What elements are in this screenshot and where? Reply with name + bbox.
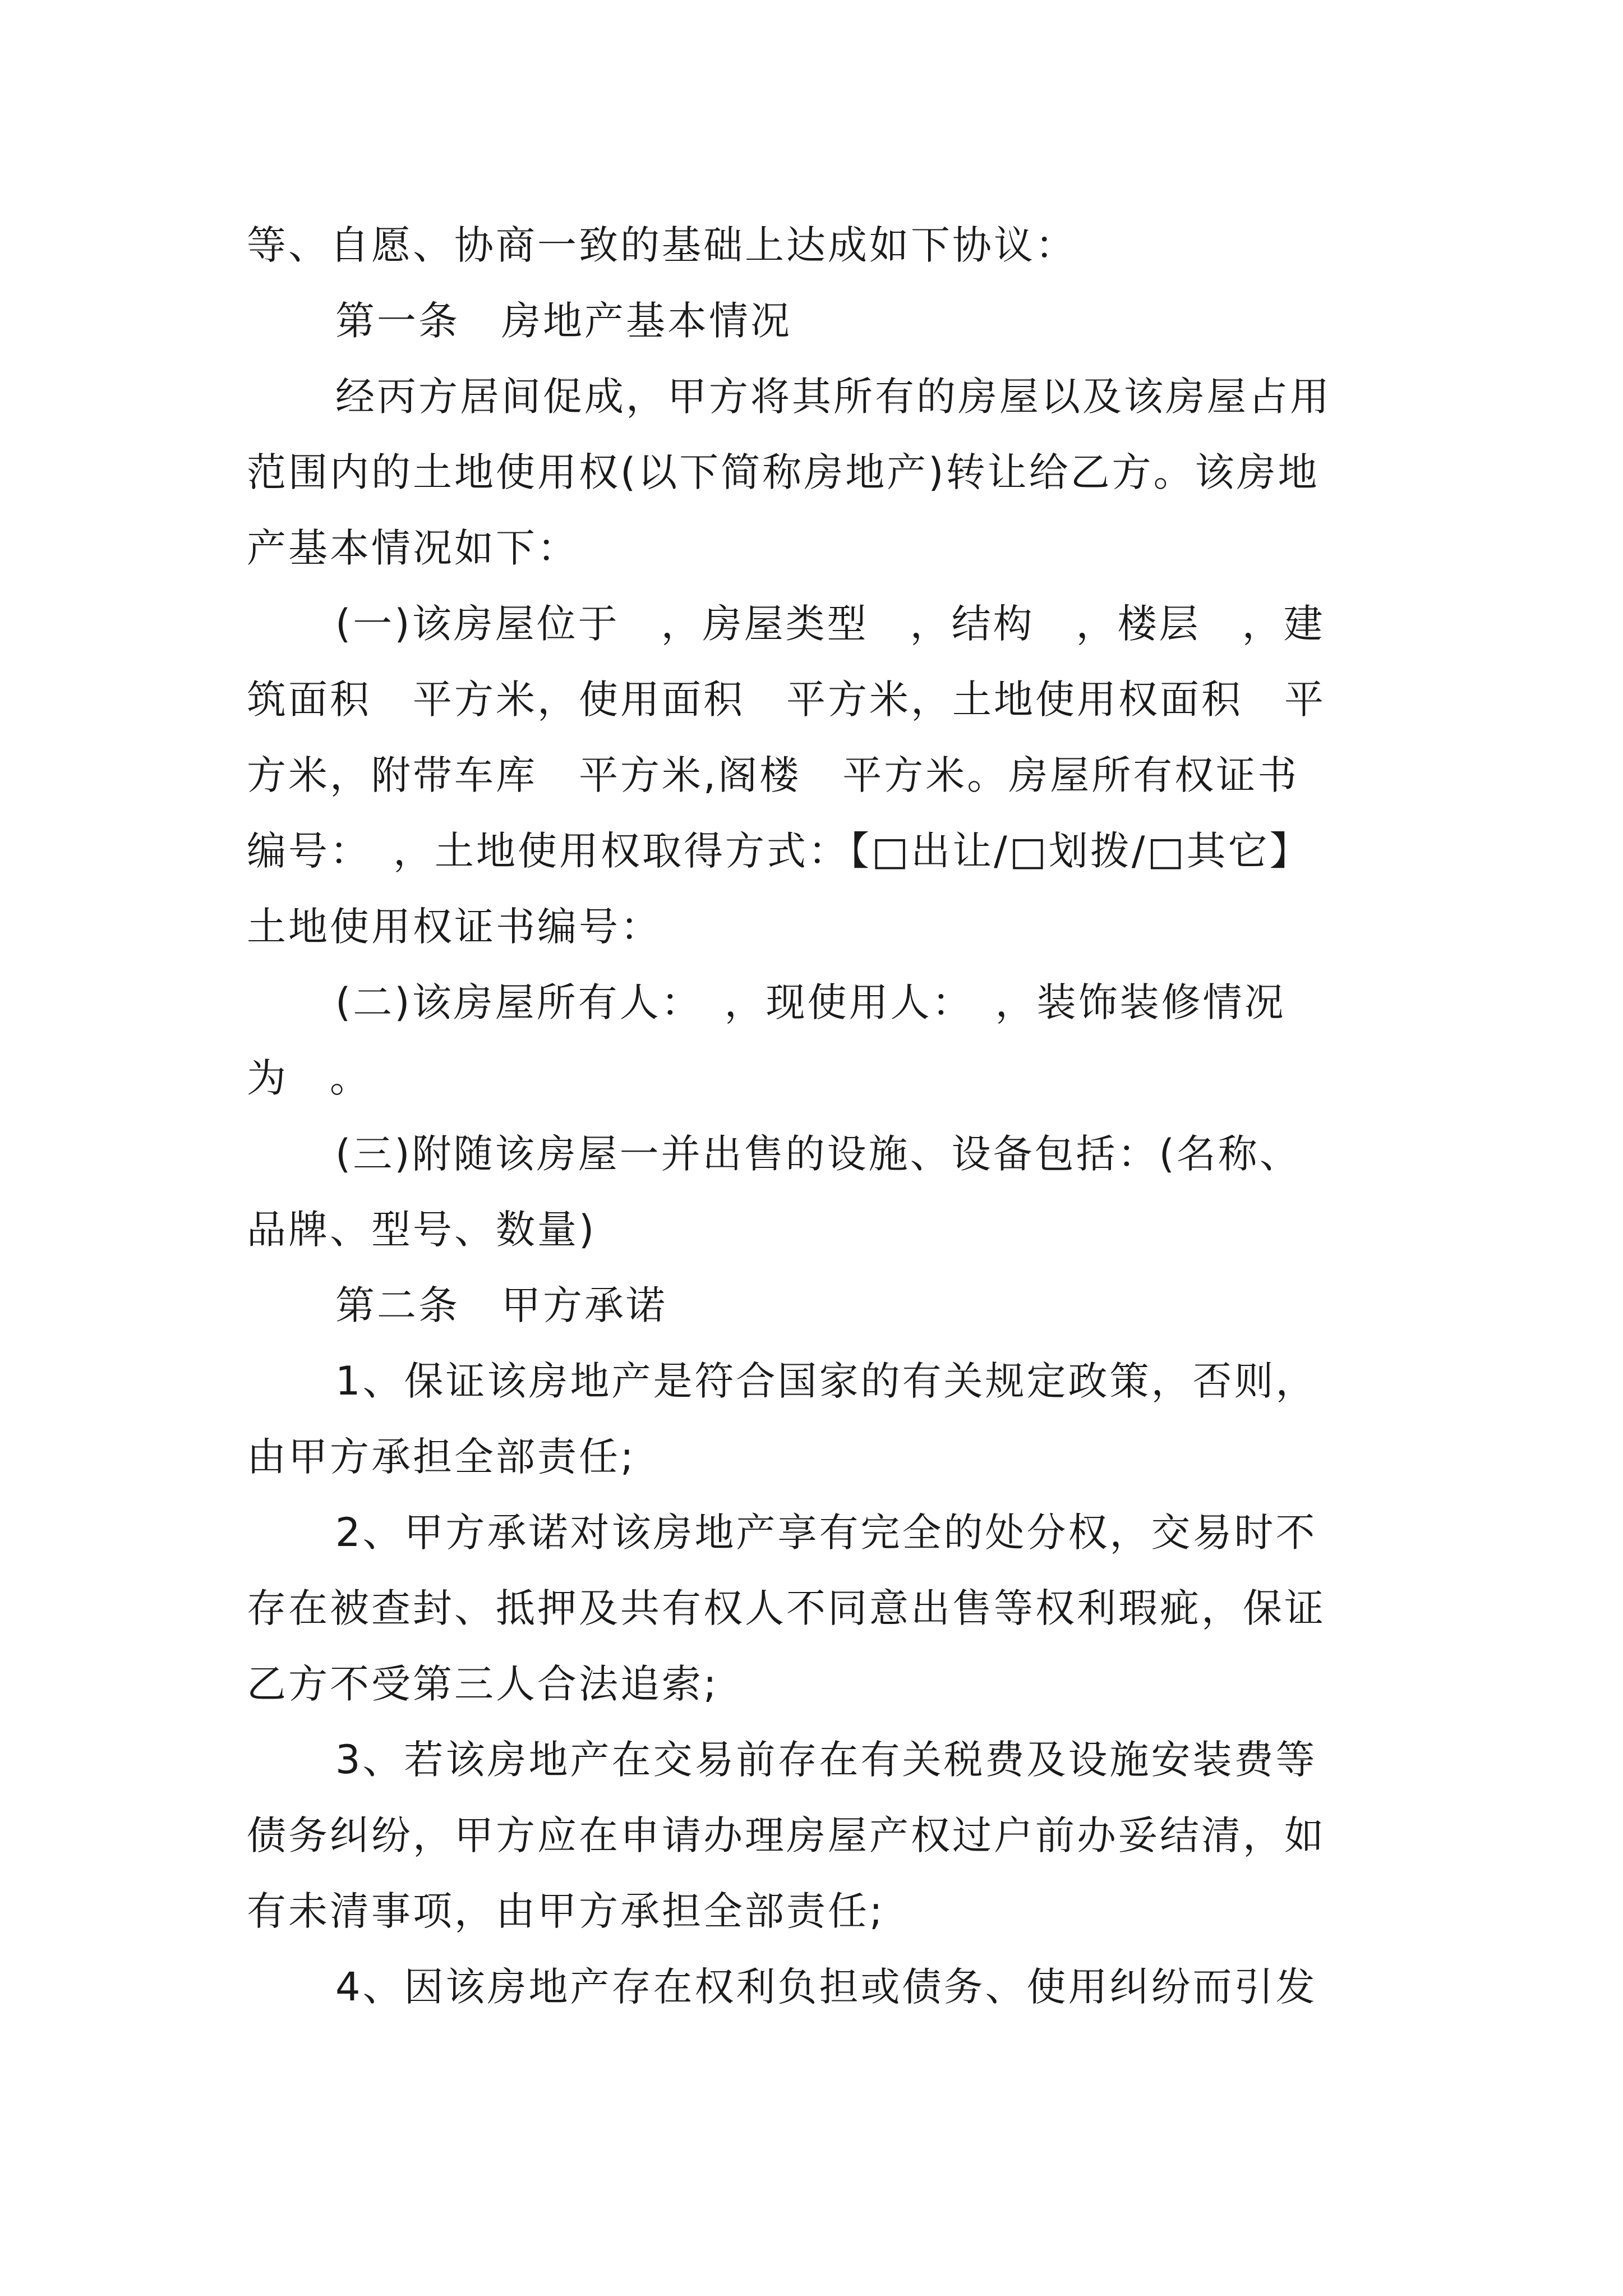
text-line: 2、甲方承诺对该房地产享有完全的处分权，交易时不: [335, 1510, 1317, 1556]
text-line: (二)该房屋所有人： ，现使用人： ，装饰装修情况: [335, 979, 1286, 1025]
text-line: 乙方不受第三人合法追索;: [247, 1661, 719, 1707]
text-line: (三)附随该房屋一并出售的设施、设备包括：(名称、: [335, 1131, 1301, 1177]
text-line: 有未清事项，由甲方承担全部责任;: [247, 1888, 885, 1934]
text-line: 方米，附带车库 平方米,阁楼 平方米。房屋所有权证书: [247, 752, 1299, 798]
text-line: 品牌、型号、数量): [247, 1207, 597, 1253]
text-line: 等、自愿、协商一致的基础上达成如下协议：: [247, 222, 1077, 268]
article-heading: 第二条 甲方承诺: [335, 1282, 667, 1328]
text-line: 1、保证该房地产是符合国家的有关规定政策，否则，: [335, 1358, 1317, 1404]
text-line: 土地使用权证书编号：: [247, 904, 662, 950]
text-line: 筑面积 平方米，使用面积 平方米，土地使用权面积 平: [247, 677, 1326, 723]
text-line: 为 。: [247, 1055, 371, 1101]
text-line: 编号： ，土地使用权取得方式：【□出让/□划拨/□其它】: [247, 828, 1311, 874]
text-line: 经丙方居间促成，甲方将其所有的房屋以及该房屋占用: [335, 374, 1331, 420]
text-line: 4、因该房地产存在权利负担或债务、使用纠纷而引发: [335, 1964, 1317, 2010]
text-line: 范围内的土地使用权(以下简称房地产)转让给乙方。该房地: [247, 449, 1320, 495]
text-line: 3、若该房地产在交易前存在有关税费及设施安装费等: [335, 1737, 1317, 1783]
text-line: 产基本情况如下：: [247, 525, 579, 571]
text-line: 存在被查封、抵押及共有权人不同意出售等权利瑕疵，保证: [247, 1585, 1326, 1631]
text-line: 债务纠纷，甲方应在申请办理房屋产权过户前办妥结清，如: [247, 1812, 1326, 1858]
text-line: 由甲方承担全部责任;: [247, 1434, 636, 1480]
text-line: (一)该房屋位于 ，房屋类型 ，结构 ，楼层 ，建: [335, 601, 1325, 647]
article-heading: 第一条 房地产基本情况: [335, 298, 792, 344]
